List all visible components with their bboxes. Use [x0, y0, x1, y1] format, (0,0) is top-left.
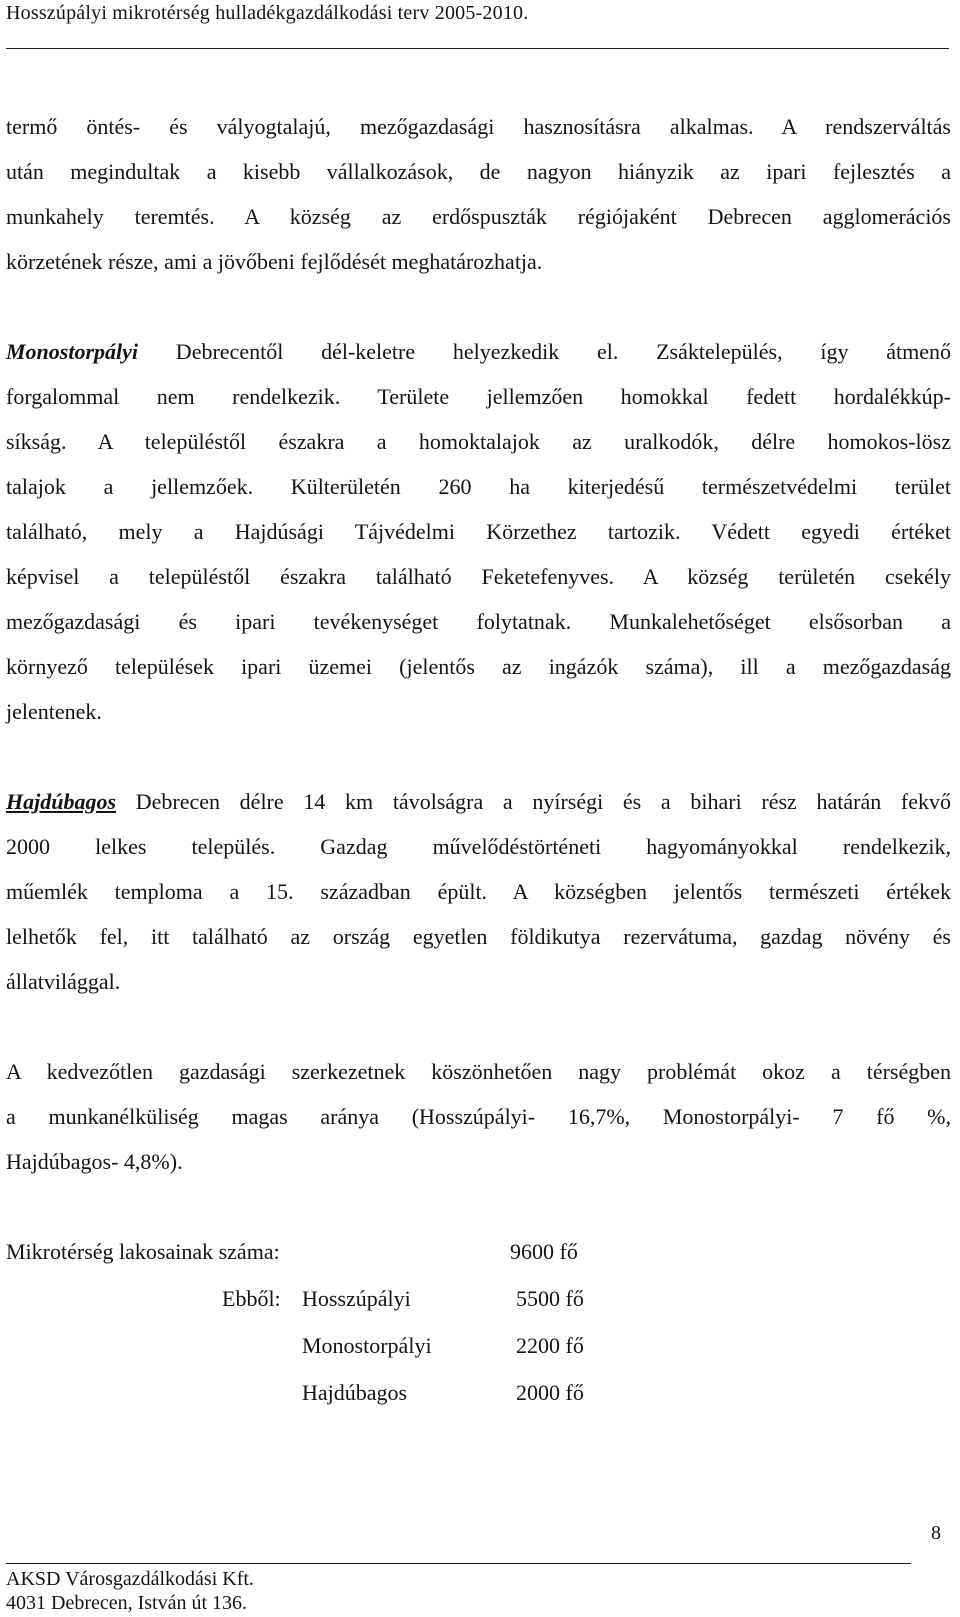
paragraph3-line: lelhetők fel, itt található az ország egyetlen földikutya rezervátuma, gazdag növény és: [6, 924, 951, 949]
population-row-value: 2000 fő: [516, 1380, 584, 1405]
footer-divider: [6, 1563, 911, 1564]
population-row-name: Hajdúbagos: [302, 1380, 408, 1405]
breakdown-label: Ebből:: [222, 1286, 281, 1311]
paragraph2-line: forgalommal nem rendelkezik. Területe jellemzően homokkal fedett hordalékkúp-: [6, 384, 951, 409]
paragraph2-line: képvisel a településtől északra található Feketefenyves. A község területén csekély: [6, 564, 951, 589]
paragraph2-first-line-text: Debrecentől dél-keletre helyezkedik el. Zsáktelepülés, így átmenő: [138, 339, 951, 364]
page-number: 8: [931, 1522, 941, 1544]
paragraph2-line: mezőgazdasági és ipari tevékenységet folytatnak. Munkalehetőséget elsősorban a: [6, 609, 951, 634]
page-header-title: Hosszúpályi mikrotérség hulladékgazdálkodási terv 2005-2010.: [6, 2, 529, 24]
paragraph2-line: található, mely a Hajdúsági Tájvédelmi Körzethez tartozik. Védett egyedi értéket: [6, 519, 951, 544]
population-label: Mikrotérség lakosainak száma:: [6, 1239, 280, 1264]
population-total: 9600 fő: [510, 1239, 578, 1264]
paragraph3-line: [6, 787, 951, 817]
population-row-name: Hosszúpályi: [302, 1286, 411, 1311]
population-row-name: Monostorpályi: [302, 1333, 432, 1358]
paragraph2-line: jelentenek.: [6, 699, 102, 724]
paragraph4-line: A kedvezőtlen gazdasági szerkezetnek köszönhetően nagy problémát okoz a térségben: [6, 1059, 951, 1084]
paragraph4-line: Hajdúbagos- 4,8%).: [6, 1149, 183, 1174]
paragraph2-line: [6, 337, 951, 367]
paragraph1-line: termő öntés- és vályogtalajú, mezőgazdasági hasznosításra alkalmas. A rendszerváltás: [6, 114, 951, 139]
paragraph2-line: talajok a jellemzőek. Külterületén 260 ha kiterjedésű természetvédelmi terület: [6, 474, 951, 499]
paragraph1-line: után megindultak a kisebb vállalkozások, de nagyon hiányzik az ipari fejlesztés a: [6, 159, 951, 184]
paragraph3-line: állatvilággal.: [6, 969, 121, 994]
paragraph1-line: munkahely teremtés. A község az erdőspuszták régiójaként Debrecen agglomerációs: [6, 204, 951, 229]
paragraph1-line: körzetének része, ami a jövőbeni fejlődését meghatározhatja.: [6, 249, 543, 274]
footer-address: 4031 Debrecen, István út 136.: [6, 1592, 248, 1614]
place-name-monostorpalyi: Monostorpályi: [6, 339, 139, 364]
paragraph3-line: 2000 lelkes település. Gazdag művelődéstörténeti hagyományokkal rendelkezik,: [6, 834, 951, 859]
population-row-value: 2200 fő: [516, 1333, 584, 1358]
paragraph3-line: műemlék temploma a 15. században épült. A községben jelentős természeti értékek: [6, 879, 951, 904]
footer-company: AKSD Városgazdálkodási Kft.: [6, 1568, 254, 1590]
population-row-value: 5500 fő: [516, 1286, 584, 1311]
paragraph2-line: környező települések ipari üzemei (jelentős az ingázók száma), ill a mezőgazdaság: [6, 654, 951, 679]
paragraph4-line: a munkanélküliség magas aránya (Hosszúpályi- 16,7%, Monostorpályi- 7 fő %,: [6, 1104, 951, 1129]
paragraph2-line: síkság. A településtől északra a homoktalajok az uralkodók, délre homokos-lösz: [6, 429, 951, 454]
paragraph3-first-line-text: Debrecen délre 14 km távolságra a nyírségi és a bihari rész határán fekvő: [116, 789, 951, 814]
header-divider: [6, 48, 949, 49]
place-name-hajdubagos: Hajdúbagos: [6, 789, 117, 814]
